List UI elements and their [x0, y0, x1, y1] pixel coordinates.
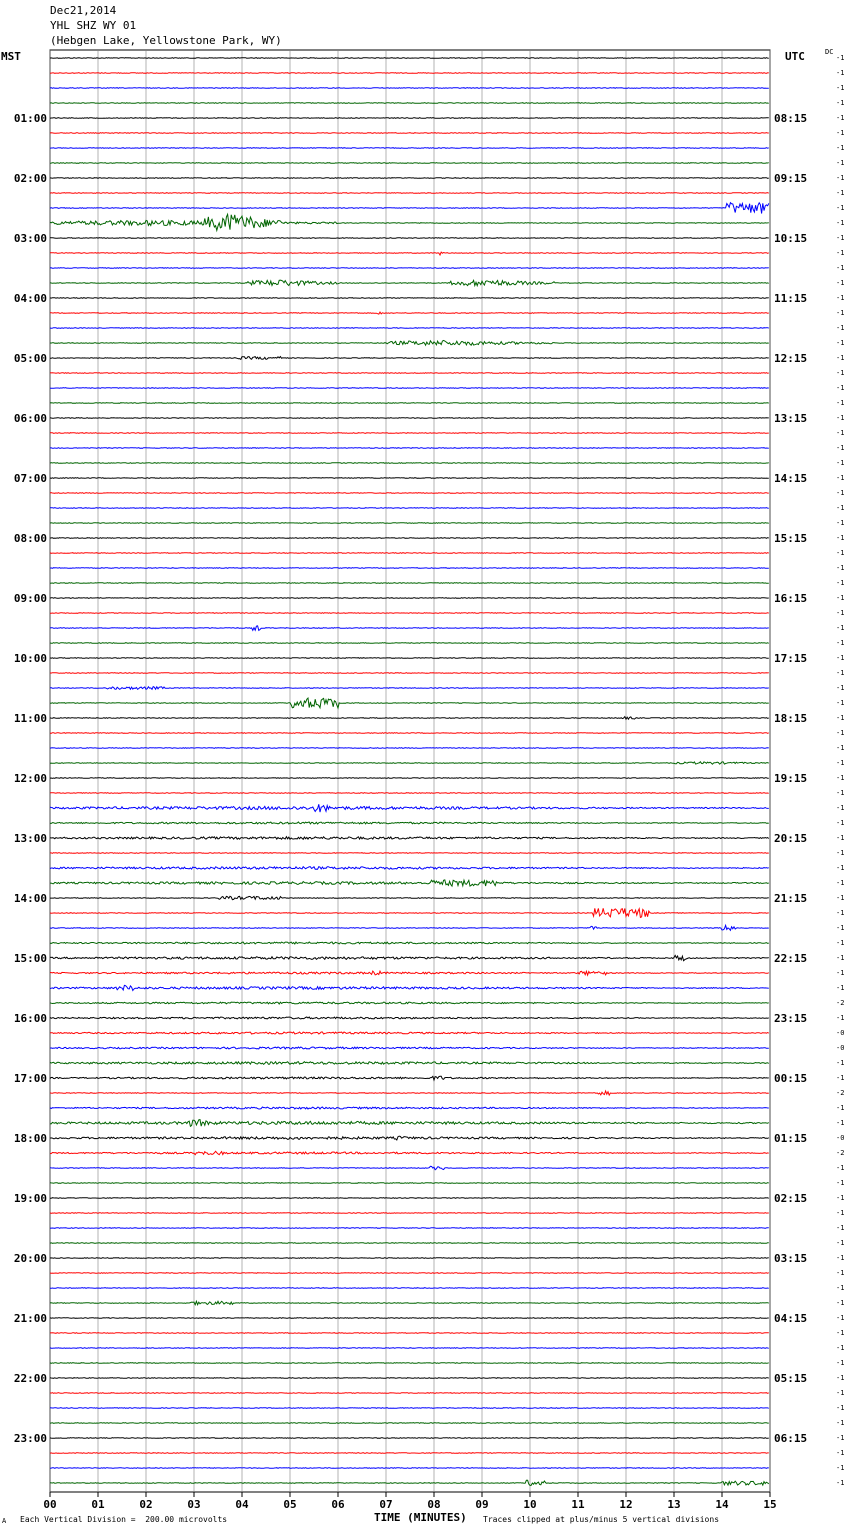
trace-red — [50, 1333, 769, 1334]
trace-offset-label: -1 — [836, 744, 845, 752]
trace-black — [50, 418, 769, 419]
trace-red — [50, 971, 769, 975]
trace-black — [50, 1076, 769, 1080]
trace-offset-label: -1 — [836, 459, 845, 467]
trace-offset-label: -1 — [836, 489, 845, 497]
trace-green — [50, 762, 769, 764]
trace-offset-label: -1 — [836, 759, 845, 767]
trace-offset-label: -1 — [836, 414, 845, 422]
trace-offset-label: -1 — [836, 189, 845, 197]
trace-black — [50, 538, 769, 539]
right-hour-label: 10:15 — [774, 232, 808, 245]
trace-green — [50, 523, 769, 524]
trace-black — [50, 118, 769, 119]
trace-offset-label: -1 — [836, 1119, 845, 1127]
left-hour-label: 16:00 — [13, 1012, 47, 1025]
trace-offset-label: -1 — [836, 669, 845, 677]
trace-offset-label: -1 — [836, 1014, 845, 1022]
trace-offset-label: -1 — [836, 294, 845, 302]
trace-black — [50, 1378, 769, 1379]
seismic-traces — [50, 58, 769, 1486]
trace-offset-label: -1 — [836, 549, 845, 557]
trace-offset-label: -1 — [836, 1164, 845, 1172]
trace-offset-label: -1 — [836, 639, 845, 647]
x-tick-label: 07 — [379, 1498, 393, 1511]
trace-offset-label: -1 — [836, 84, 845, 92]
trace-red — [50, 1453, 769, 1454]
trace-red — [50, 193, 769, 194]
x-tick-label: 01 — [91, 1498, 105, 1511]
right-hour-label: 17:15 — [774, 652, 808, 665]
x-tick-label: 05 — [283, 1498, 297, 1511]
trace-offset-label: -1 — [836, 654, 845, 662]
trace-offset-label: -1 — [836, 1239, 845, 1247]
trace-offset-label: -1 — [836, 1179, 845, 1187]
trace-offset-label: -1 — [836, 1434, 845, 1442]
trace-offset-label: -1 — [836, 1284, 845, 1292]
trace-offset-label: -1 — [836, 534, 845, 542]
trace-black — [50, 178, 769, 179]
trace-offset-label: -1 — [836, 204, 845, 212]
trace-offset-label: -1 — [836, 1419, 845, 1427]
right-hour-label: 06:15 — [774, 1432, 808, 1445]
trace-offset-label: -1 — [836, 1404, 845, 1412]
trace-offset-label: -1 — [836, 444, 845, 452]
left-hour-label: 04:00 — [13, 292, 47, 305]
trace-red — [50, 553, 769, 554]
trace-red — [50, 252, 769, 255]
trace-offset-label: -1 — [836, 369, 845, 377]
right-hour-label: 22:15 — [774, 952, 808, 965]
left-hour-label: 06:00 — [13, 412, 47, 425]
trace-red — [50, 373, 769, 374]
trace-green — [50, 1062, 769, 1065]
left-hour-label: 23:00 — [13, 1432, 47, 1445]
left-hour-label: 07:00 — [13, 472, 47, 485]
right-hour-label: 15:15 — [774, 532, 808, 545]
trace-blue — [50, 88, 769, 89]
trace-green — [50, 214, 769, 230]
trace-red — [50, 133, 769, 134]
x-tick-label: 00 — [43, 1498, 57, 1511]
left-hour-label: 20:00 — [13, 1252, 47, 1265]
trace-red — [50, 433, 769, 434]
trace-offset-label: -1 — [836, 729, 845, 737]
trace-green — [50, 1301, 769, 1304]
x-tick-label: 12 — [619, 1498, 633, 1511]
trace-green — [50, 1480, 769, 1485]
trace-green — [50, 1423, 769, 1424]
trace-green — [50, 103, 769, 104]
trace-offset-label: -1 — [836, 1299, 845, 1307]
left-hour-label: 15:00 — [13, 952, 47, 965]
right-hour-label: 12:15 — [774, 352, 808, 365]
trace-blue — [50, 748, 769, 749]
trace-offset-label: -1 — [836, 99, 845, 107]
trace-offset-label: -1 — [836, 699, 845, 707]
trace-offset-label: -1 — [836, 399, 845, 407]
trace-black — [50, 1258, 769, 1259]
trace-offset-label: -1 — [836, 1269, 845, 1277]
time-grid — [50, 50, 770, 1492]
x-tick-label: 11 — [571, 1498, 585, 1511]
trace-offset-label: -1 — [836, 864, 845, 872]
trace-black — [50, 778, 769, 779]
trace-offset-label: -1 — [836, 1104, 845, 1112]
chart-date: Dec21,2014 — [50, 4, 117, 17]
trace-blue — [50, 203, 769, 214]
left-hour-label: 21:00 — [13, 1312, 47, 1325]
trace-offset-label: -1 — [836, 579, 845, 587]
right-hour-label: 21:15 — [774, 892, 808, 905]
trace-red — [50, 493, 769, 494]
trace-offset-label: -1 — [836, 1374, 845, 1382]
trace-red — [50, 793, 769, 794]
trace-offset-label: -1 — [836, 774, 845, 782]
right-hour-label: 14:15 — [774, 472, 808, 485]
trace-offset-label: -1 — [836, 1254, 845, 1262]
trace-offset-labels — [836, 54, 844, 1487]
clipping-note: Traces clipped at plus/minus 5 vertical divisions — [483, 1515, 720, 1524]
trace-blue — [50, 448, 769, 449]
trace-offset-label: -1 — [836, 1209, 845, 1217]
trace-red — [50, 312, 769, 314]
right-hour-label: 02:15 — [774, 1192, 808, 1205]
right-hour-label: 18:15 — [774, 712, 808, 725]
trace-red — [50, 1091, 769, 1095]
trace-blue — [50, 626, 769, 631]
trace-offset-label: -1 — [836, 219, 845, 227]
trace-offset-label: -1 — [836, 684, 845, 692]
trace-offset-label: -1 — [836, 264, 845, 272]
trace-offset-label: -1 — [836, 324, 845, 332]
trace-offset-label: -1 — [836, 939, 845, 947]
trace-offset-label: -1 — [836, 504, 845, 512]
trace-offset-label: -1 — [836, 624, 845, 632]
right-hour-label: 23:15 — [774, 1012, 808, 1025]
trace-offset-label: -1 — [836, 909, 845, 917]
trace-blue — [50, 388, 769, 389]
trace-offset-label: -0 — [836, 1029, 845, 1037]
trace-green — [50, 1183, 769, 1184]
trace-offset-label: -1 — [836, 1389, 845, 1397]
trace-red — [50, 1032, 769, 1034]
right-hour-label: 09:15 — [774, 172, 808, 185]
trace-offset-label: -1 — [836, 174, 845, 182]
trace-offset-label: -1 — [836, 1314, 845, 1322]
trace-offset-label: -1 — [836, 954, 845, 962]
trace-green — [50, 280, 769, 286]
dc-label: DC — [825, 48, 834, 56]
trace-blue — [50, 687, 769, 690]
left-hour-label: 08:00 — [13, 532, 47, 545]
trace-offset-label: -1 — [836, 144, 845, 152]
right-hour-label: 13:15 — [774, 412, 808, 425]
x-axis-title: TIME (MINUTES) — [374, 1511, 467, 1524]
right-hour-label: 03:15 — [774, 1252, 808, 1265]
left-hour-label: 13:00 — [13, 832, 47, 845]
trace-blue — [50, 328, 769, 329]
station-code: YHL SHZ WY 01 — [50, 19, 137, 32]
trace-green — [50, 1363, 769, 1364]
trace-offset-label: -1 — [836, 984, 845, 992]
trace-red — [50, 1151, 769, 1154]
trace-green — [50, 698, 769, 708]
trace-offset-label: -0 — [836, 1134, 845, 1142]
trace-offset-label: -1 — [836, 969, 845, 977]
trace-offset-label: -1 — [836, 429, 845, 437]
trace-offset-label: -1 — [836, 69, 845, 77]
trace-blue — [50, 1288, 769, 1289]
left-hour-label: 19:00 — [13, 1192, 47, 1205]
trace-green — [50, 1002, 769, 1004]
trace-blue — [50, 508, 769, 509]
left-hour-label: 12:00 — [13, 772, 47, 785]
trace-offset-label: -1 — [836, 1224, 845, 1232]
trace-green — [50, 1120, 769, 1127]
trace-green — [50, 403, 769, 404]
trace-black — [50, 58, 769, 59]
trace-blue — [50, 1047, 769, 1049]
trace-black — [50, 478, 769, 479]
trace-red — [50, 908, 769, 917]
trace-blue — [50, 1468, 769, 1469]
trace-green — [50, 463, 769, 464]
x-tick-label: 02 — [139, 1498, 153, 1511]
trace-offset-label: -1 — [836, 594, 845, 602]
left-hour-label: 02:00 — [13, 172, 47, 185]
trace-offset-label: -1 — [836, 849, 845, 857]
trace-offset-label: -1 — [836, 804, 845, 812]
left-hour-label: 10:00 — [13, 652, 47, 665]
trace-black — [50, 837, 769, 840]
trace-red — [50, 733, 769, 734]
trace-offset-label: -1 — [836, 474, 845, 482]
trace-black — [50, 1198, 769, 1199]
trace-offset-label: -1 — [836, 279, 845, 287]
trace-offset-label: -1 — [836, 564, 845, 572]
x-tick-label: 15 — [763, 1498, 777, 1511]
trace-offset-label: -1 — [836, 384, 845, 392]
trace-offset-label: -1 — [836, 924, 845, 932]
right-hour-label: 08:15 — [774, 112, 808, 125]
left-hour-label: 11:00 — [13, 712, 47, 725]
trace-offset-label: -1 — [836, 249, 845, 257]
x-tick-label: 09 — [475, 1498, 489, 1511]
trace-black — [50, 1017, 769, 1019]
trace-blue — [50, 568, 769, 569]
trace-offset-label: -1 — [836, 1344, 845, 1352]
trace-black — [50, 357, 769, 360]
trace-red — [50, 853, 769, 854]
trace-offset-label: -1 — [836, 309, 845, 317]
trace-black — [50, 658, 769, 659]
trace-offset-label: -1 — [836, 1359, 845, 1367]
station-location: (Hebgen Lake, Yellowstone Park, WY) — [50, 34, 282, 47]
right-hour-label: 05:15 — [774, 1372, 808, 1385]
right-hour-label: 16:15 — [774, 592, 808, 605]
trace-black — [50, 1438, 769, 1439]
trace-black — [50, 598, 769, 599]
right-hour-label: 01:15 — [774, 1132, 808, 1145]
x-tick-label: 06 — [331, 1498, 345, 1511]
trace-offset-label: -1 — [836, 1464, 845, 1472]
trace-offset-label: -1 — [836, 879, 845, 887]
right-hour-labels — [774, 112, 807, 1445]
trace-blue — [50, 268, 769, 269]
right-hour-label: 19:15 — [774, 772, 808, 785]
left-hour-label: 18:00 — [13, 1132, 47, 1145]
trace-offset-label: -1 — [836, 519, 845, 527]
trace-blue — [50, 925, 769, 930]
trace-black — [50, 1136, 769, 1140]
trace-blue — [50, 985, 769, 990]
trace-green — [50, 163, 769, 164]
trace-offset-label: -1 — [836, 114, 845, 122]
x-tick-label: 03 — [187, 1498, 201, 1511]
trace-offset-label: -2 — [836, 1089, 845, 1097]
trace-blue — [50, 867, 769, 870]
trace-red — [50, 673, 769, 674]
left-hour-label: 14:00 — [13, 892, 47, 905]
left-hour-label: 05:00 — [13, 352, 47, 365]
trace-offset-label: -1 — [836, 609, 845, 617]
right-hour-label: 11:15 — [774, 292, 808, 305]
trace-offset-label: -1 — [836, 714, 845, 722]
trace-black — [50, 238, 769, 239]
trace-offset-label: -0 — [836, 1044, 845, 1052]
trace-offset-label: -1 — [836, 834, 845, 842]
trace-offset-label: -1 — [836, 129, 845, 137]
trace-offset-label: -2 — [836, 1149, 845, 1157]
trace-green — [50, 340, 769, 345]
left-hour-label: 03:00 — [13, 232, 47, 245]
trace-black — [50, 896, 769, 899]
trace-offset-label: -1 — [836, 1059, 845, 1067]
trace-green — [50, 583, 769, 584]
trace-blue — [50, 1348, 769, 1349]
left-timezone-label: MST — [1, 50, 21, 63]
left-hour-label: 17:00 — [13, 1072, 47, 1085]
trace-red — [50, 1273, 769, 1274]
trace-offset-label: -1 — [836, 894, 845, 902]
trace-black — [50, 298, 769, 299]
trace-blue — [50, 1408, 769, 1409]
x-tick-label: 10 — [523, 1498, 537, 1511]
trace-offset-label: -1 — [836, 159, 845, 167]
trace-offset-label: -1 — [836, 54, 845, 62]
trace-green — [50, 880, 769, 886]
x-tick-label: 08 — [427, 1498, 441, 1511]
trace-offset-label: -2 — [836, 999, 845, 1007]
x-tick-label: 04 — [235, 1498, 249, 1511]
plot-frame — [50, 50, 770, 1492]
right-hour-label: 00:15 — [774, 1072, 808, 1085]
trace-green — [50, 942, 769, 944]
trace-red — [50, 1213, 769, 1214]
x-tick-label: 13 — [667, 1498, 681, 1511]
trace-offset-label: -1 — [836, 1479, 845, 1487]
x-axis — [43, 1492, 776, 1511]
left-hour-labels — [14, 112, 47, 1445]
trace-offset-label: -1 — [836, 1449, 845, 1457]
trace-red — [50, 73, 769, 74]
trace-offset-label: -1 — [836, 1194, 845, 1202]
trace-blue — [50, 804, 769, 812]
trace-black — [50, 955, 769, 960]
trace-blue — [50, 1228, 769, 1229]
footer-mark: A — [2, 1517, 7, 1525]
trace-offset-label: -1 — [836, 339, 845, 347]
right-hour-label: 04:15 — [774, 1312, 808, 1325]
trace-black — [50, 717, 769, 720]
right-timezone-label: UTC — [785, 50, 805, 63]
trace-red — [50, 1393, 769, 1394]
trace-offset-label: -1 — [836, 819, 845, 827]
trace-black — [50, 1318, 769, 1319]
left-hour-label: 22:00 — [13, 1372, 47, 1385]
trace-blue — [50, 1107, 769, 1109]
right-hour-label: 20:15 — [774, 832, 808, 845]
trace-offset-label: -1 — [836, 1329, 845, 1337]
trace-green — [50, 1243, 769, 1244]
trace-offset-label: -1 — [836, 234, 845, 242]
vertical-division-note: Each Vertical Division = 200.00 microvolts — [20, 1515, 228, 1524]
trace-offset-label: -1 — [836, 1074, 845, 1082]
trace-blue — [50, 148, 769, 149]
trace-offset-label: -1 — [836, 789, 845, 797]
trace-blue — [50, 1166, 769, 1169]
trace-green — [50, 822, 769, 824]
trace-green — [50, 643, 769, 644]
trace-red — [50, 613, 769, 614]
x-tick-label: 14 — [715, 1498, 729, 1511]
trace-offset-label: -1 — [836, 354, 845, 362]
left-hour-label: 01:00 — [13, 112, 47, 125]
left-hour-label: 09:00 — [13, 592, 47, 605]
